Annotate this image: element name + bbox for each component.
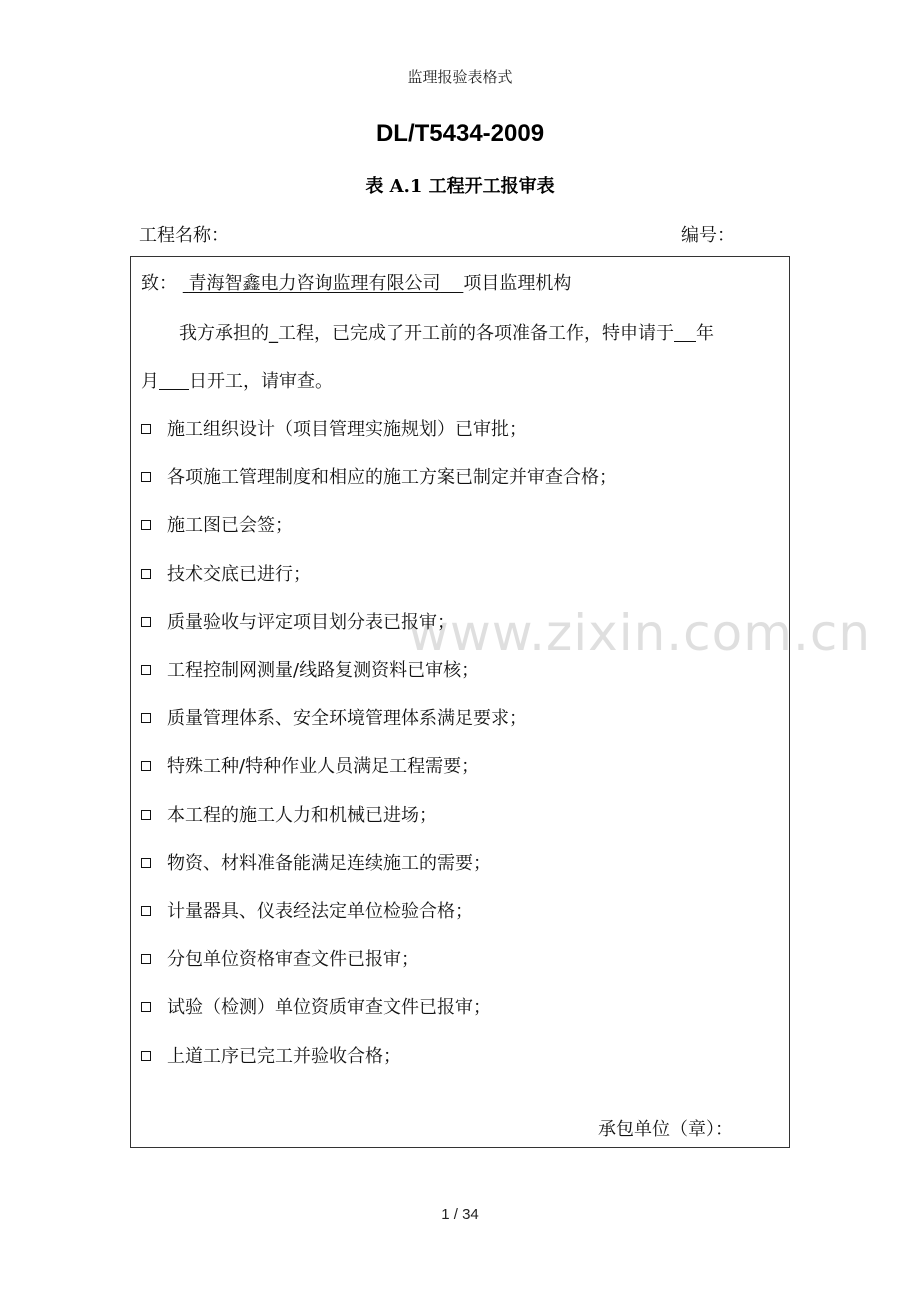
document-header: 监理报验表格式 — [407, 68, 513, 86]
checklist-item — [141, 560, 311, 586]
checklist-item-label: 质量管理体系、安全环境管理体系满足要求； — [167, 708, 527, 730]
checkbox[interactable] — [141, 472, 151, 482]
number-label: 编号： — [681, 225, 735, 246]
checklist-item-label: 分包单位资格审查文件已报审； — [167, 949, 419, 971]
checkbox[interactable] — [141, 424, 151, 434]
checklist-item — [141, 849, 491, 875]
checkbox[interactable] — [141, 569, 151, 579]
page-number: 1 / 34 — [441, 1206, 479, 1223]
checkbox[interactable] — [141, 617, 151, 627]
statement-line-1: 我方承担的_工程，已完成了开工前的各项准备工作，特申请于 年 — [179, 323, 714, 344]
checklist-item-label: 物资、材料准备能满足连续施工的需要； — [167, 852, 491, 874]
checklist-item-label: 施工组织设计（项目管理实施规划）已审批； — [167, 419, 527, 440]
checklist-item — [141, 801, 437, 827]
project-name-label: 工程名称： — [139, 225, 229, 246]
checklist-item-label: 上道工序已完工并验收合格； — [167, 1045, 401, 1067]
checklist-item-label: 计量器具、仪表经法定单位检验合格； — [167, 901, 473, 922]
checkbox[interactable] — [141, 761, 151, 771]
checkbox[interactable] — [141, 520, 151, 530]
standard-code: DL/T5434-2009 — [375, 120, 545, 147]
checklist-item-label: 特殊工种/特种作业人员满足工程需要； — [167, 756, 480, 778]
checkbox[interactable] — [141, 1051, 151, 1061]
checkbox[interactable] — [141, 810, 151, 820]
checklist-item-label: 技术交底已进行； — [167, 563, 311, 585]
year-blank — [674, 323, 696, 342]
checkbox[interactable] — [141, 954, 151, 964]
checklist-item — [141, 704, 527, 730]
checklist-item — [141, 415, 527, 441]
day-blank — [159, 371, 189, 390]
addressee-line — [141, 269, 571, 295]
checklist-item-label: 试验（检测）单位资质审查文件已报审； — [167, 997, 491, 1019]
checklist-item — [141, 993, 491, 1019]
table-title: 表 A.1 工程开工报审表 — [365, 176, 555, 197]
checklist-item — [141, 1042, 401, 1068]
statement-line-2: 月 日开工，请审查。 — [141, 371, 333, 392]
checklist-item-label: 质量验收与评定项目划分表已报审； — [167, 611, 455, 633]
to-company: 青海智鑫电力咨询监理有限公司 — [188, 273, 441, 294]
checklist-item-label: 各项施工管理制度和相应的施工方案已制定并审查合格； — [167, 467, 617, 489]
checklist-item — [141, 897, 473, 923]
checklist-item — [141, 463, 617, 489]
checklist-item-label: 本工程的施工人力和机械已进场； — [167, 804, 437, 826]
checkbox[interactable] — [141, 665, 151, 675]
checkbox[interactable] — [141, 906, 151, 916]
checklist-item-label: 施工图已会签； — [167, 515, 293, 537]
to-suffix: 项目监理机构 — [463, 273, 572, 294]
to-label: 致： — [141, 273, 177, 294]
checklist-item — [141, 511, 293, 537]
watermark: www.zixin.com.cn — [408, 604, 872, 662]
checklist-item — [141, 752, 479, 778]
checkbox[interactable] — [141, 858, 151, 868]
checkbox[interactable] — [141, 1002, 151, 1012]
checklist-item-label: 工程控制网测量/线路复测资料已审核； — [167, 660, 480, 681]
checkbox[interactable] — [141, 713, 151, 723]
contractor-signature-label: 承包单位（章）： — [598, 1119, 733, 1140]
checklist-item — [141, 945, 419, 971]
form-box — [130, 256, 790, 1148]
